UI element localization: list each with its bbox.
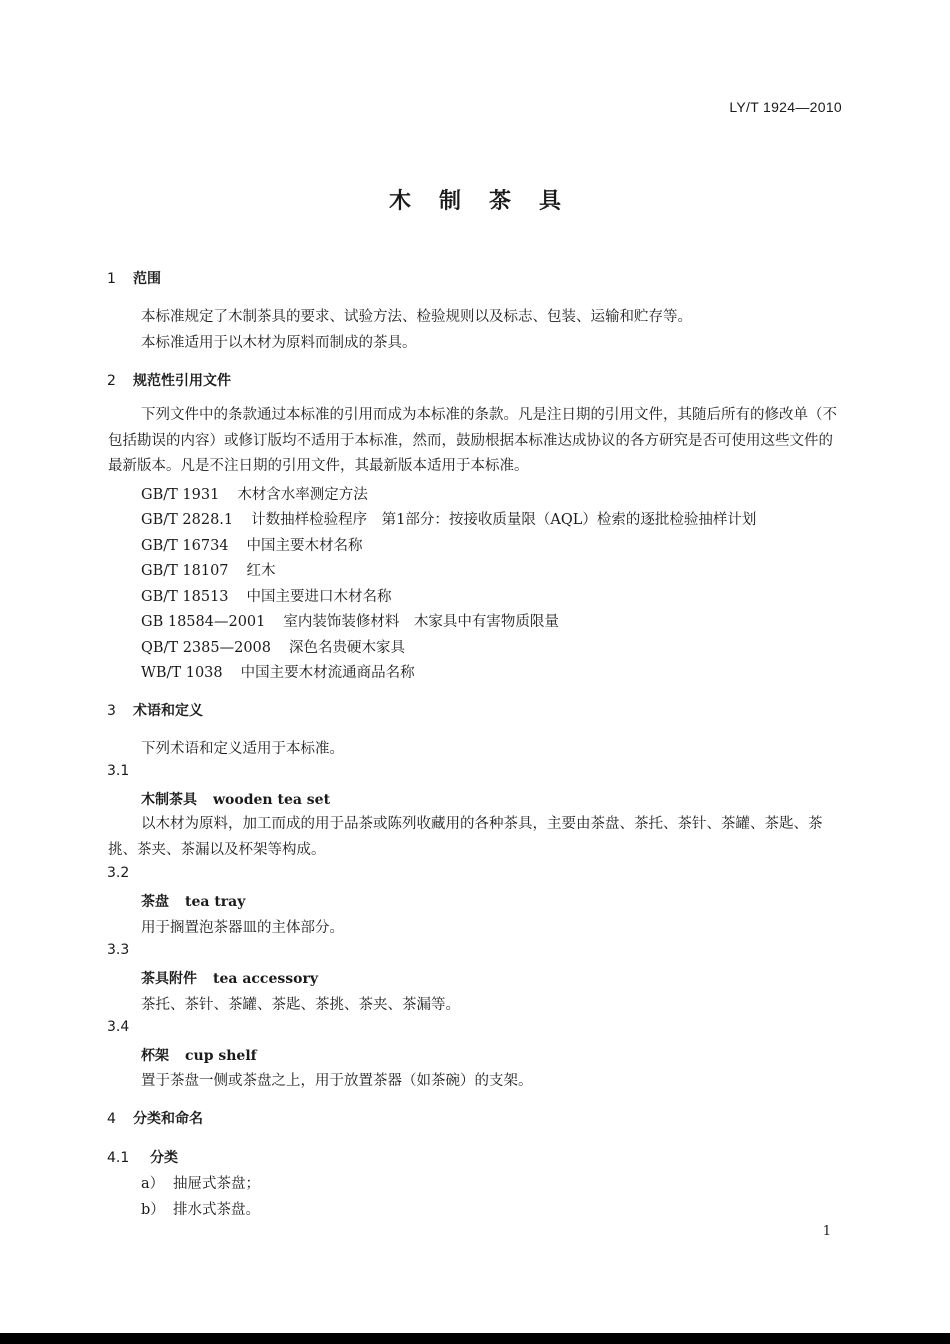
list-marker: b） [141, 1202, 165, 1218]
term-en: tea tray [185, 894, 246, 910]
reference-code: GB/T 18107 [141, 563, 229, 579]
section-title: 规范性引用文件 [133, 373, 231, 389]
section-1-heading [107, 268, 161, 288]
reference-code: GB/T 18513 [141, 589, 229, 605]
subsection-title: 分类 [150, 1150, 178, 1166]
term-en: tea accessory [213, 971, 318, 987]
list-item [141, 1198, 260, 1219]
reference-name: 中国主要进口木材名称 [246, 589, 392, 605]
subsection-number: 4.1 [107, 1150, 130, 1166]
paragraph: 下列术语和定义适用于本标准。 [141, 741, 344, 757]
section-number: 2 [107, 373, 116, 389]
list-text: 排水式茶盘。 [173, 1202, 260, 1218]
term-number: 3.3 [107, 942, 130, 958]
page-bottom-bar [0, 1333, 950, 1344]
term-zh: 木制茶具 [141, 792, 197, 808]
term-zh: 茶具附件 [141, 971, 197, 987]
section-number: 4 [107, 1111, 116, 1127]
reference-name: 中国主要木材名称 [246, 538, 363, 554]
term-heading [141, 968, 318, 988]
reference-item [141, 636, 405, 657]
reference-code: GB/T 1931 [141, 487, 220, 503]
reference-name: 计数抽样检验程序 第1部分：按接收质量限（AQL）检索的逐批检验抽样计划 [251, 512, 757, 528]
term-number: 3.2 [107, 865, 130, 881]
reference-name: 中国主要木材流通商品名称 [240, 665, 415, 681]
term-definition: 置于茶盘一侧或茶盘之上，用于放置茶器（如茶碗）的支架。 [141, 1073, 533, 1089]
section-title: 分类和命名 [133, 1111, 203, 1127]
reference-item [141, 483, 368, 504]
subsection-4-1-heading [107, 1147, 178, 1167]
list-text: 抽屉式茶盘； [173, 1176, 260, 1192]
reference-name: 红木 [246, 563, 276, 579]
reference-item [141, 661, 415, 682]
reference-name: 深色名贵硬木家具 [289, 640, 406, 656]
document-code: LY/T 1924—2010 [729, 99, 842, 115]
reference-item [141, 585, 392, 606]
reference-code: GB/T 16734 [141, 538, 229, 554]
reference-item [141, 559, 276, 580]
term-zh: 茶盘 [141, 894, 169, 910]
list-marker: a） [141, 1176, 165, 1192]
paragraph: 本标准规定了木制茶具的要求、试验方法、检验规则以及标志、包装、运输和贮存等。 [141, 309, 692, 325]
section-4-heading [107, 1108, 203, 1128]
term-en: wooden tea set [213, 792, 331, 808]
term-zh: 杯架 [141, 1048, 169, 1064]
term-heading [141, 789, 330, 809]
term-number: 3.1 [107, 763, 130, 779]
paragraph: 下列文件中的条款通过本标准的引用而成为本标准的条款。凡是注日期的引用文件，其随后所有的修改单（不包括勘误的内容）或修订版均不适用于本标准，然而，鼓励根据本标准达成协议的各方研究是否可使用这些文件的最新版本。凡是不注日期的引用文件，其最新版本适用于本标准。 [108, 407, 837, 474]
page-number: 1 [822, 1224, 831, 1239]
reference-name: 木材含水率测定方法 [237, 487, 368, 503]
reference-item [141, 610, 559, 631]
paragraph: 本标准适用于以木材为原料而制成的茶具。 [141, 335, 417, 351]
reference-code: WB/T 1038 [141, 665, 223, 681]
section-2-heading [107, 370, 231, 390]
section-number: 1 [107, 271, 116, 287]
reference-code: GB/T 2828.1 [141, 512, 234, 528]
term-number: 3.4 [107, 1019, 130, 1035]
term-definition: 茶托、茶针、茶罐、茶匙、茶挑、茶夹、茶漏等。 [141, 997, 460, 1013]
reference-name: 室内装饰装修材料 木家具中有害物质限量 [283, 614, 559, 630]
section-title: 术语和定义 [133, 703, 203, 719]
page-title: 木制茶具 [388, 189, 589, 214]
section-3-heading [107, 700, 203, 720]
section-number: 3 [107, 703, 116, 719]
reference-item [141, 534, 363, 555]
term-definition: 用于搁置泡茶器皿的主体部分。 [141, 920, 344, 936]
term-definition: 以木材为原料，加工而成的用于品茶或陈列收藏用的各种茶具，主要由茶盘、茶托、茶针、茶罐、茶匙、茶挑、茶夹、茶漏以及杯架等构成。 [108, 816, 823, 858]
reference-code: GB 18584—2001 [141, 614, 266, 630]
reference-item [141, 508, 756, 529]
term-heading [141, 891, 245, 911]
list-item [141, 1172, 260, 1193]
term-heading [141, 1045, 257, 1065]
reference-code: QB/T 2385—2008 [141, 640, 272, 656]
term-en: cup shelf [185, 1048, 257, 1064]
section-title: 范围 [133, 271, 161, 287]
